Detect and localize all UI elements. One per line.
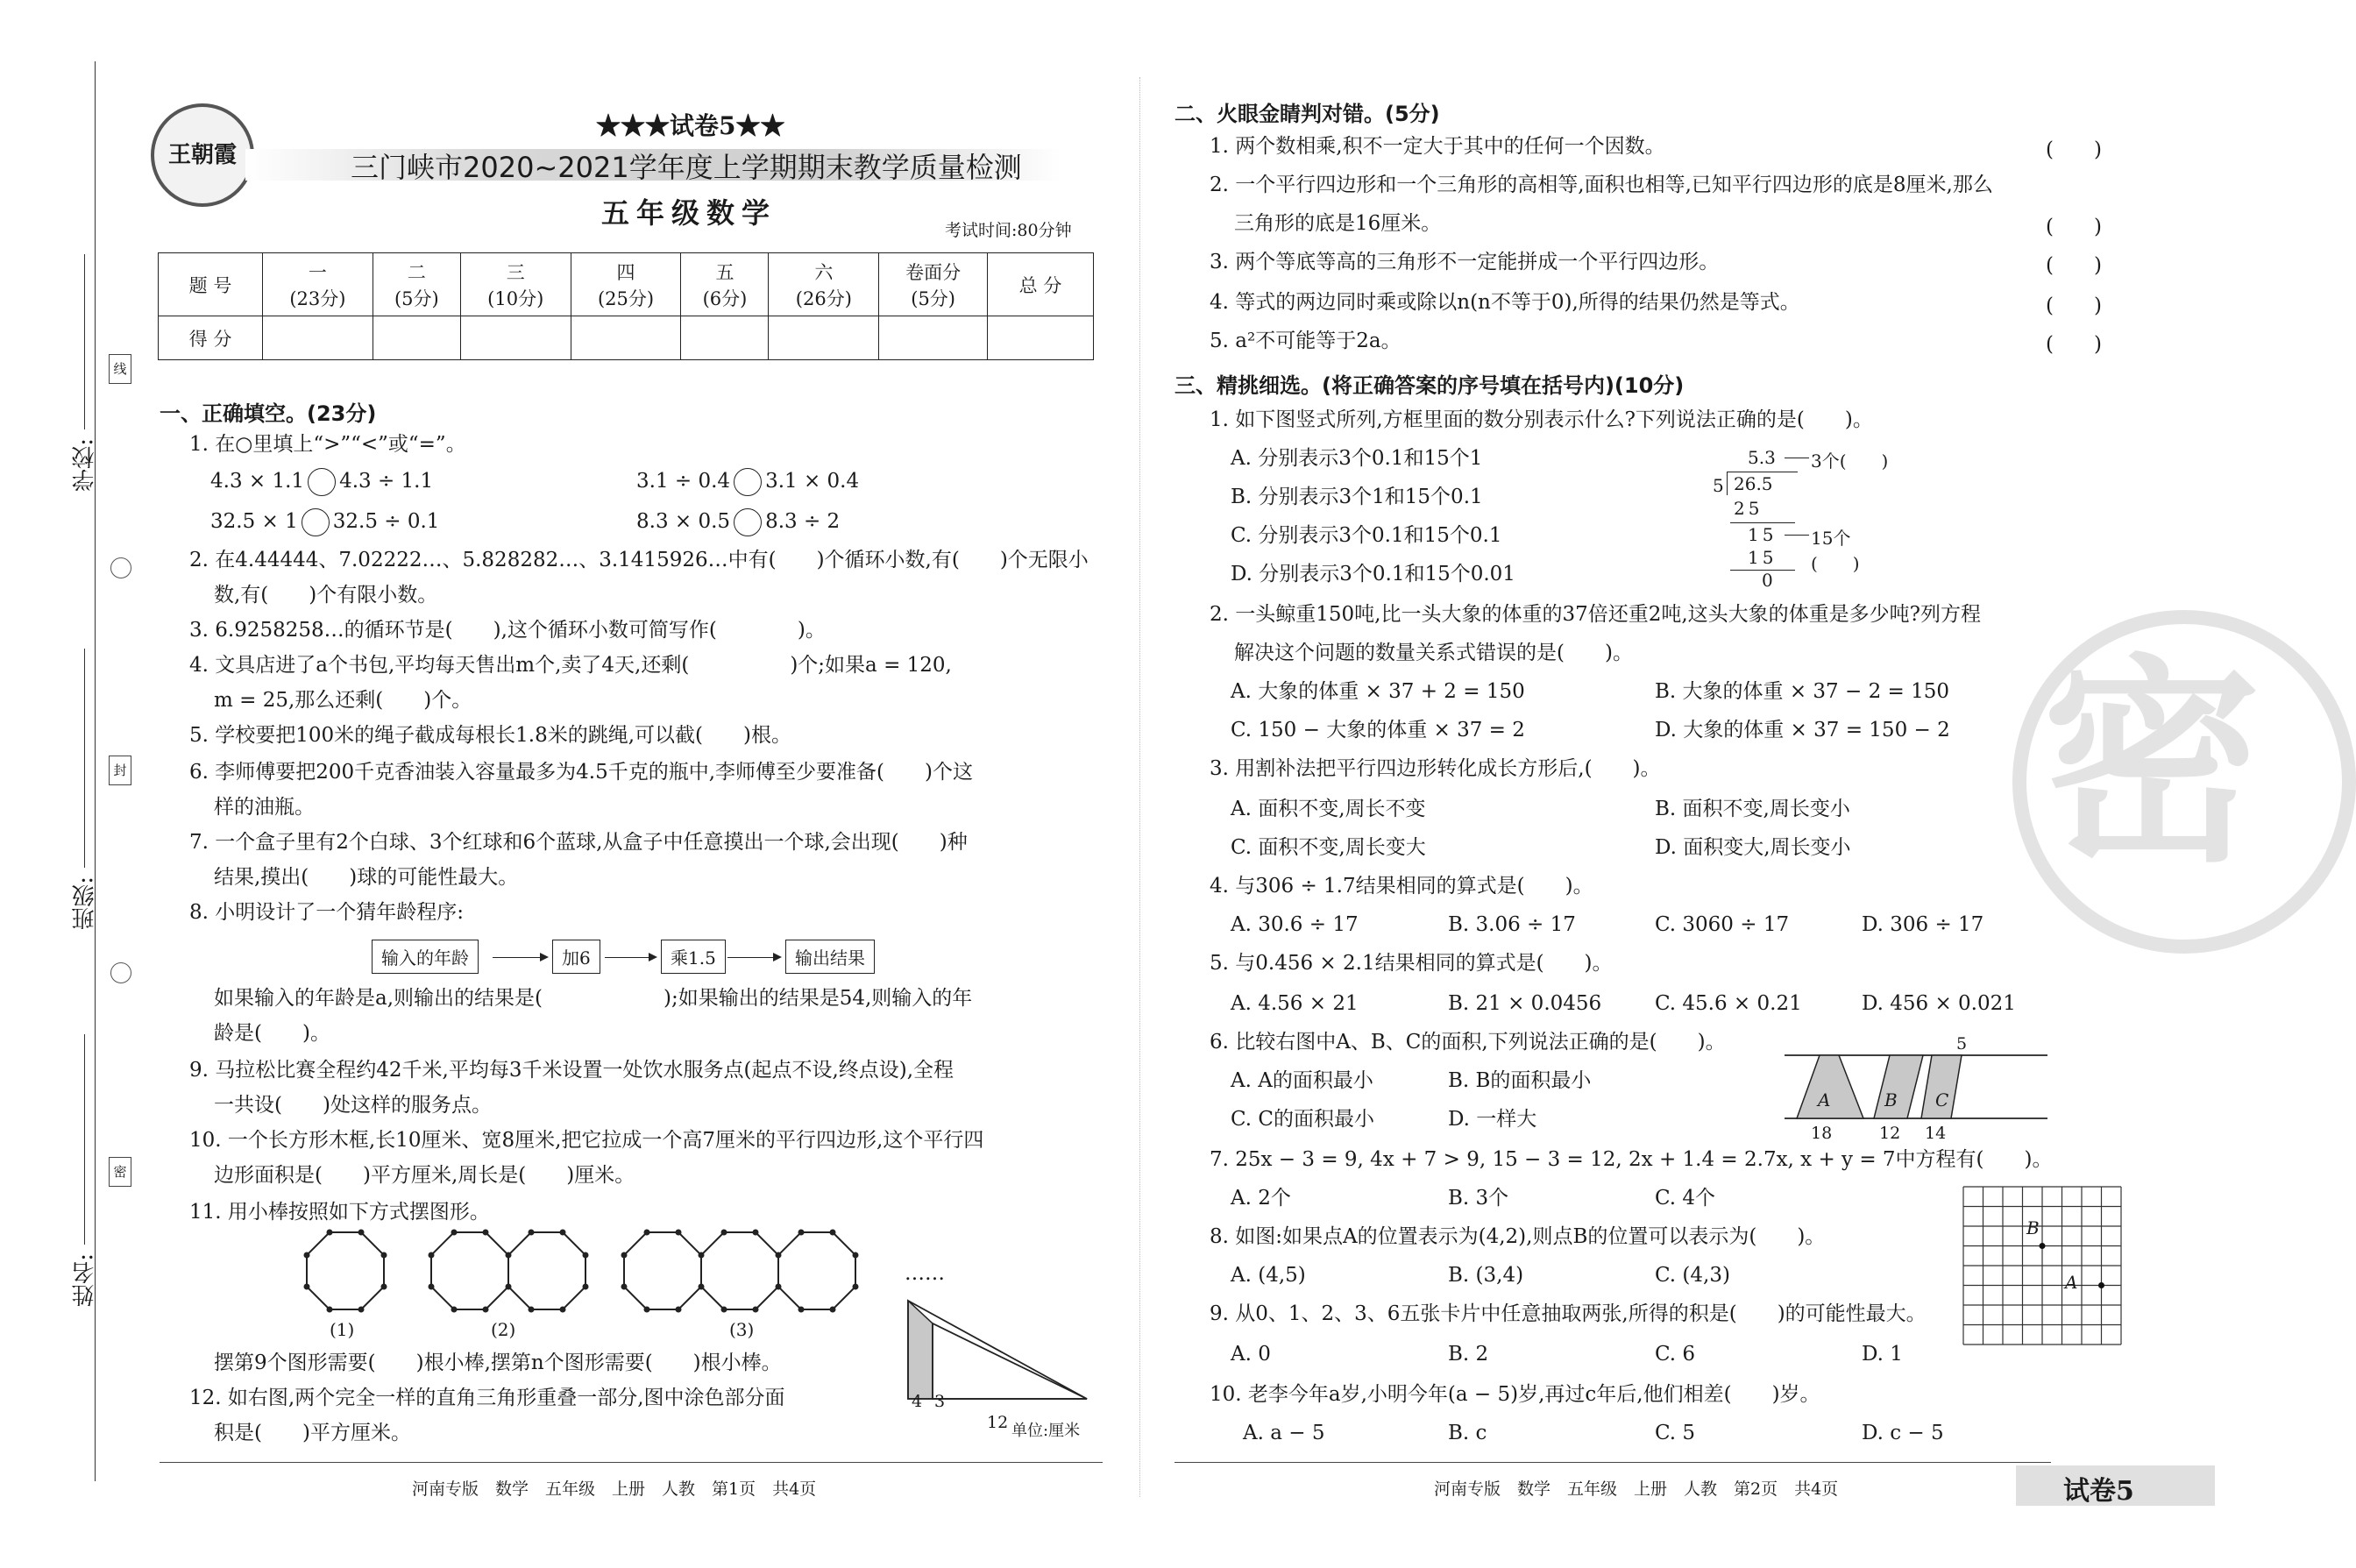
stamp-text: 密 <box>2042 634 2261 891</box>
len-12: 12 <box>1879 1124 1901 1143</box>
col-name: 五 <box>715 261 734 283</box>
s3-q6-optC: C. C的面积最小 <box>1231 1108 1374 1131</box>
s3-q2-optA: A. 大象的体重 × 37 + 2 = 150 <box>1231 680 1525 703</box>
score-col-5 <box>681 253 769 316</box>
flow-input-box: 输入的年龄 <box>372 940 479 974</box>
s3-q10-optA: A. a − 5 <box>1243 1422 1325 1444</box>
col-points: (23分) <box>289 287 346 309</box>
s1-q12b: 积是( )平方厘米。 <box>214 1422 411 1444</box>
octagon-shape <box>431 1232 508 1309</box>
div-row-4: 0 <box>1762 570 1773 591</box>
class-blank <box>84 649 85 868</box>
s3-q10-optB: B. c <box>1448 1422 1487 1444</box>
col-name: 卷面分 <box>905 261 962 283</box>
div-row-2: 15 <box>1748 524 1778 545</box>
exam-title: 三门峡市2020~2021学年度上学期期末教学质量检测 <box>351 151 1022 184</box>
seal-box-1: 线 <box>109 354 131 384</box>
octagon-shape <box>307 1232 384 1309</box>
s3-q1-optB: B. 分别表示3个1和15个0.1 <box>1231 486 1483 508</box>
score-cell <box>263 316 373 360</box>
s1-q7b: 结果,摸出( )球的可能性最大。 <box>214 866 519 889</box>
s3-q5-optA: A. 4.56 × 21 <box>1231 992 1359 1015</box>
s1-q10b: 边形面积是( )平方厘米,周长是( )厘米。 <box>214 1164 635 1187</box>
footer-left: 河南专版 数学 五年级 上册 人教 第1页 共4页 <box>412 1479 817 1499</box>
s3-q3-optB: B. 面积不变,周长变小 <box>1655 798 1850 820</box>
score-cell <box>681 316 769 360</box>
s3-q1-optA: A. 分别表示3个0.1和15个1 <box>1231 447 1483 470</box>
score-cell <box>571 316 681 360</box>
shape-label-b: B <box>1884 1089 1898 1110</box>
fig-label-1: (1) <box>330 1319 355 1340</box>
s3-q1-optC: C. 分别表示3个0.1和15个0.1 <box>1231 524 1502 547</box>
point-label-b: B <box>2026 1217 2040 1238</box>
long-division <box>1706 447 1898 591</box>
fig-label-3: (3) <box>729 1319 755 1340</box>
tri-unit: 单位:厘米 <box>1011 1422 1081 1440</box>
coordinate-grid <box>1962 1185 2123 1346</box>
s1-q11b: 摆第9个图形需要( )根小棒,摆第n个图形需要( )根小棒。 <box>214 1352 782 1374</box>
s2-item-2: 2. 一个平行四边形和一个三角形的高相等,面积也相等,已知平行四边形的底是8厘米,那么 <box>1210 174 1993 196</box>
answer-paren[interactable]: ( ) <box>2046 254 2102 277</box>
s3-q6-optA: A. A的面积最小 <box>1231 1069 1373 1092</box>
s3-q2-optD: D. 大象的体重 × 37 = 150 − 2 <box>1655 719 1950 741</box>
s2-item-1: 1. 两个数相乘,积不一定大于其中的任何一个因数。 <box>1210 135 1665 158</box>
div-arrow-icon <box>1785 535 1809 536</box>
seal-box-3: 密 <box>109 1157 131 1187</box>
cmp-left: 8.3 × 0.5 <box>636 510 731 533</box>
s3-q3: 3. 用割补法把平行四边形转化成长方形后,( )。 <box>1210 757 1661 780</box>
cmp-left: 4.3 × 1.1 <box>210 470 305 493</box>
col-name: 三 <box>506 261 525 283</box>
s3-q4-optD: D. 306 ÷ 17 <box>1862 913 1984 936</box>
cmp-left: 3.1 ÷ 0.4 <box>636 470 731 493</box>
s3-q4-optB: B. 3.06 ÷ 17 <box>1448 913 1576 936</box>
s3-q4-optA: A. 30.6 ÷ 17 <box>1231 913 1359 936</box>
octagon-shape <box>778 1232 855 1309</box>
div-quotient: 5.3 <box>1748 447 1776 468</box>
score-cell <box>988 316 1094 360</box>
s3-q10-optD: D. c − 5 <box>1862 1422 1944 1444</box>
col-name: 二 <box>407 261 426 283</box>
len-5: 5 <box>1956 1034 1968 1054</box>
s3-q9-optD: D. 1 <box>1862 1343 1903 1366</box>
s1-q9a: 9. 马拉松比赛全程约42千米,平均每3千米设置一处饮水服务点(起点不设,终点设),全程 <box>189 1059 954 1082</box>
score-col-1 <box>263 253 373 316</box>
octagon-shape <box>624 1232 701 1309</box>
s1-q2a: 2. 在4.44444、7.02222…、5.828282…、3.1415926…中有( )个循环小数,有( )个无限小 <box>189 549 1089 571</box>
score-table <box>158 252 1094 360</box>
compare-circle[interactable] <box>302 508 330 536</box>
paper-tag-text: 试卷5 <box>670 111 736 140</box>
s3-q5: 5. 与0.456 × 2.1结果相同的算式是( )。 <box>1210 952 1613 975</box>
answer-paren[interactable]: ( ) <box>2046 138 2102 161</box>
answer-paren[interactable]: ( ) <box>2046 333 2102 356</box>
score-col-4 <box>571 253 681 316</box>
s1-q6a: 6. 李师傅要把200千克香油装入容量最多为4.5千克的瓶中,李师傅至少要准备( )个这 <box>189 761 973 784</box>
s1-q1c <box>210 508 439 536</box>
binding-hole-icon <box>110 962 131 983</box>
footer-rule <box>1174 1462 2051 1463</box>
cmp-right: 3.1 × 0.4 <box>765 470 860 493</box>
shaded-region <box>908 1301 933 1399</box>
s1-q1d <box>636 508 840 536</box>
footer-rule <box>160 1462 1103 1463</box>
s3-q3-optC: C. 面积不变,周长变大 <box>1231 836 1426 859</box>
s1-q3: 3. 6.9258258…的循环节是( ),这个循环小数可简写作( )。 <box>189 619 826 642</box>
point-label-a: A <box>2065 1272 2078 1293</box>
shape-label-a: A <box>1818 1089 1831 1110</box>
div-label-1: 3个( ) <box>1811 451 1889 472</box>
s3-q6-optD: D. 一样大 <box>1448 1108 1537 1131</box>
col-name: 一 <box>308 261 327 283</box>
s3-q8-optC: C. (4,3) <box>1655 1264 1730 1287</box>
s2-item-3: 3. 两个等底等高的三角形不一定能拼成一个平行四边形。 <box>1210 251 1720 273</box>
cmp-right: 32.5 ÷ 0.1 <box>332 510 440 533</box>
cmp-left: 32.5 × 1 <box>210 510 298 533</box>
s3-q4: 4. 与306 ÷ 1.7结果相同的算式是( )。 <box>1210 875 1593 898</box>
div-row-3: 15 <box>1748 547 1778 568</box>
answer-paren[interactable]: ( ) <box>2046 294 2102 317</box>
s3-q2a: 2. 一头鲸重150吨,比一头大象的体重的37倍还重2吨,这头大象的体重是多少吨?列方程 <box>1210 603 1982 626</box>
s1-q8: 8. 小明设计了一个猜年龄程序: <box>189 901 465 924</box>
len-18: 18 <box>1811 1124 1833 1143</box>
shape-b <box>1874 1055 1923 1118</box>
s1-q10a: 10. 一个长方形木框,长10厘米、宽8厘米,把它拉成一个高7厘米的平行四边形,这个平行四 <box>189 1129 984 1152</box>
triangle-1 <box>908 1301 1087 1399</box>
score-col-total: 总 分 <box>988 253 1094 316</box>
s3-q5-optB: B. 21 × 0.0456 <box>1448 992 1602 1015</box>
octagon-shape <box>508 1232 585 1309</box>
cmp-right: 4.3 ÷ 1.1 <box>339 470 434 493</box>
section2-title: 二、火眼金睛判对错。(5分) <box>1174 102 1440 126</box>
name-label: 姓名: <box>72 1253 98 1307</box>
name-blank <box>84 1034 85 1245</box>
page-divider <box>1139 77 1140 1497</box>
s3-q2b: 解决这个问题的数量关系式错误的是( )。 <box>1234 642 1633 664</box>
brand-logo: 王朝霞 <box>151 103 254 207</box>
s1-q5: 5. 学校要把100米的绳子截成每根长1.8米的跳绳,可以截( )根。 <box>189 724 791 747</box>
s3-q10-optC: C. 5 <box>1655 1422 1696 1444</box>
flow-output-box: 输出结果 <box>785 940 875 974</box>
s3-q7-optC: C. 4个 <box>1655 1187 1716 1210</box>
s1-q8c: 龄是( )。 <box>214 1022 330 1045</box>
col-points: (10分) <box>487 287 544 309</box>
flow-arrow-icon <box>605 957 656 958</box>
s1-q6b: 样的油瓶。 <box>214 796 315 819</box>
point-a <box>2098 1282 2104 1288</box>
s1-q4b: m = 25,那么还剩( )个。 <box>214 689 472 712</box>
s3-q8: 8. 如图:如果点A的位置表示为(4,2),则点B的位置可以表示为( )。 <box>1210 1225 1826 1248</box>
triangle-figure <box>896 1297 1106 1411</box>
fig-label-2: (2) <box>491 1319 516 1340</box>
s3-q10: 10. 老李今年a岁,小明今年(a − 5)岁,再过c年后,他们相差( )岁。 <box>1210 1383 1820 1406</box>
fig-dots: …… <box>905 1262 945 1285</box>
col-points: (5分) <box>911 287 955 309</box>
score-cell <box>373 316 460 360</box>
s3-q6-optB: B. B的面积最小 <box>1448 1069 1592 1092</box>
paper-tag: ★★★试卷5★★ <box>596 111 785 140</box>
flow-arrow-icon <box>493 957 547 958</box>
score-row-label: 得 分 <box>159 316 263 360</box>
s1-q2b: 数,有( )个有限小数。 <box>214 584 438 607</box>
div-dividend: 26.5 <box>1734 473 1773 494</box>
s1-q4a: 4. 文具店进了a个书包,平均每天售出m个,卖了4天,还剩( )个;如果a = 120, <box>189 654 952 677</box>
s3-q8-optB: B. (3,4) <box>1448 1264 1524 1287</box>
div-label-2: 15个( ) <box>1811 528 1860 574</box>
compare-circle[interactable] <box>734 508 762 536</box>
s1-q8b: 如果输入的年龄是a,则输出的结果是( );如果输出的结果是54,则输入的年 <box>214 987 973 1010</box>
div-divisor: 5 <box>1713 475 1724 496</box>
score-col-7 <box>879 253 988 316</box>
footer-right: 河南专版 数学 五年级 上册 人教 第2页 共4页 <box>1434 1479 1839 1499</box>
school-blank <box>84 254 85 429</box>
score-col-3 <box>460 253 571 316</box>
class-label: 班级: <box>72 876 98 930</box>
flow-mul-box: 乘1.5 <box>661 940 726 974</box>
octagon-figures <box>298 1225 876 1322</box>
col-points: (6分) <box>702 287 748 309</box>
s1-q12a: 12. 如右图,两个完全一样的直角三角形重叠一部分,图中涂色部分面 <box>189 1387 785 1409</box>
s3-q9-optC: C. 6 <box>1655 1343 1696 1366</box>
s3-q2-optC: C. 150 − 大象的体重 × 37 = 2 <box>1231 719 1525 741</box>
s2-item-4: 4. 等式的两边同时乘或除以n(n不等于0),所得的结果仍然是等式。 <box>1210 291 1800 314</box>
s3-q3-optD: D. 面积变大,周长变小 <box>1655 836 1851 859</box>
exam-time: 考试时间:80分钟 <box>945 221 1072 240</box>
tri-label-12: 12 <box>987 1413 1009 1432</box>
col-name: 四 <box>616 261 635 283</box>
flow-arrow-icon <box>727 957 780 958</box>
s1-q1a <box>210 468 433 496</box>
tri-label-3: 3 <box>934 1392 946 1411</box>
s3-q9: 9. 从0、1、2、3、6五张卡片中任意抽取两张,所得的积是( )的可能性最大。 <box>1210 1302 1927 1325</box>
div-row-1: 25 <box>1734 498 1763 519</box>
s1-q11: 11. 用小棒按照如下方式摆图形。 <box>189 1201 490 1224</box>
s3-q9-optB: B. 2 <box>1448 1343 1489 1366</box>
score-cell <box>879 316 988 360</box>
s2-item-5: 5. a²不可能等于2a。 <box>1210 330 1402 352</box>
triangle-2 <box>933 1323 1087 1399</box>
seal-box-2: 封 <box>109 756 131 785</box>
div-line <box>1730 522 1795 523</box>
s1-q1b <box>636 468 859 496</box>
s3-q1-optD: D. 分别表示3个0.1和15个0.01 <box>1231 563 1515 585</box>
s3-q5-optD: D. 456 × 0.021 <box>1862 992 2016 1015</box>
flow-add-box: 加6 <box>552 940 600 974</box>
s3-q7-optB: B. 3个 <box>1448 1187 1509 1210</box>
shape-label-c: C <box>1935 1089 1949 1110</box>
s3-q1: 1. 如下图竖式所列,方框里面的数分别表示什么?下列说法正确的是( )。 <box>1210 408 1873 431</box>
s3-q5-optC: C. 45.6 × 0.21 <box>1655 992 1802 1015</box>
s3-q2-optB: B. 大象的体重 × 37 − 2 = 150 <box>1655 680 1950 703</box>
s2-item-2b: 三角形的底是16厘米。 <box>1234 212 1442 235</box>
col-points: (25分) <box>597 287 655 309</box>
s1-q1: 1. 在○里填上“>”“<”或“=”。 <box>189 433 466 456</box>
s3-q6: 6. 比较右图中A、B、C的面积,下列说法正确的是( )。 <box>1210 1031 1726 1054</box>
s3-q7-optA: A. 2个 <box>1231 1187 1291 1210</box>
s1-q9b: 一共设( )处这样的服务点。 <box>214 1094 492 1117</box>
tri-label-4: 4 <box>912 1392 923 1411</box>
s1-q7a: 7. 一个盒子里有2个白球、3个红球和6个蓝球,从盒子中任意摸出一个球,会出现( )种 <box>189 831 968 854</box>
octagon-shape <box>701 1232 778 1309</box>
answer-paren[interactable]: ( ) <box>2046 216 2102 238</box>
score-col-6 <box>769 253 879 316</box>
footer-tag: 试卷5 <box>2063 1476 2134 1507</box>
col-points: (26分) <box>795 287 852 309</box>
score-table-header: 题 号 <box>159 253 263 316</box>
school-label: 学校: <box>72 438 98 492</box>
compare-circle[interactable] <box>308 468 336 496</box>
section3-title: 三、精挑细选。(将正确答案的序号填在括号内)(10分) <box>1174 373 1685 398</box>
score-cell <box>460 316 571 360</box>
cmp-right: 8.3 ÷ 2 <box>765 510 841 533</box>
compare-circle[interactable] <box>734 468 762 496</box>
s3-q8-optA: A. (4,5) <box>1231 1264 1306 1287</box>
s3-q3-optA: A. 面积不变,周长不变 <box>1231 798 1426 820</box>
subject-title: 五年级数学 <box>601 196 777 230</box>
point-b <box>2040 1243 2046 1249</box>
score-cell <box>769 316 879 360</box>
s3-q7: 7. 25x − 3 = 9, 4x + 7 > 9, 15 − 3 = 12, 2x + 1.4 = 2.7x, x + y = 7中方程有( )。 <box>1210 1148 2053 1171</box>
section1-title: 一、正确填空。(23分) <box>160 401 377 426</box>
binding-hole-icon <box>110 557 131 578</box>
s3-q4-optC: C. 3060 ÷ 17 <box>1655 913 1790 936</box>
col-name: 六 <box>814 261 834 283</box>
score-col-2 <box>373 253 460 316</box>
len-14: 14 <box>1925 1124 1947 1143</box>
s3-q9-optA: A. 0 <box>1231 1343 1271 1366</box>
col-points: (5分) <box>394 287 439 309</box>
